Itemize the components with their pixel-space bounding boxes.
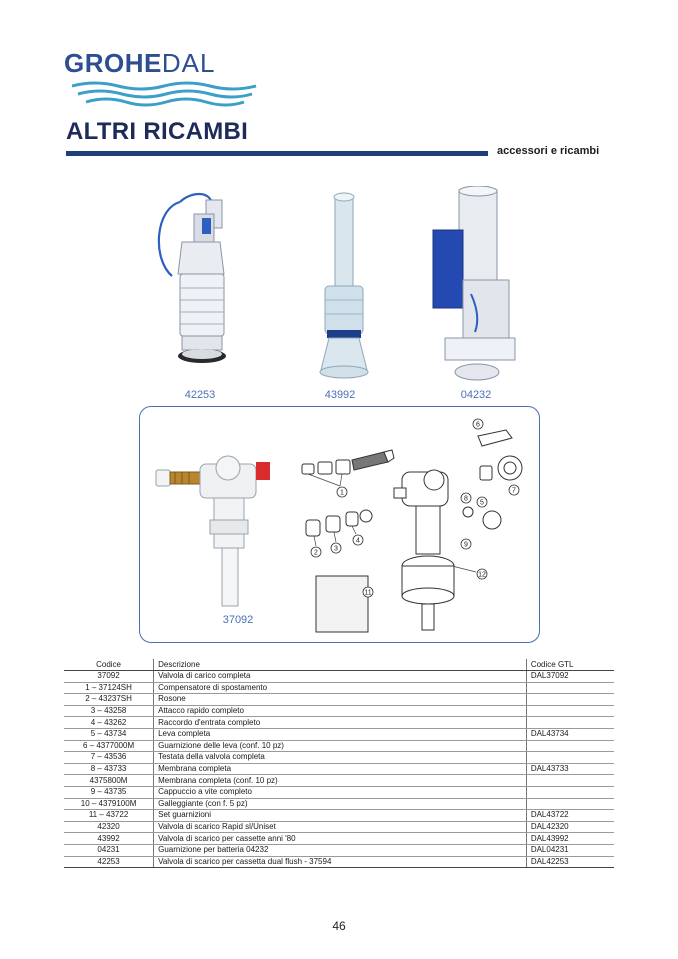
cell-gtl bbox=[526, 682, 614, 694]
table-row bbox=[64, 694, 614, 706]
table-row bbox=[64, 728, 614, 740]
cell-code: 43992 bbox=[64, 833, 154, 845]
cell-description: Set guarnizioni bbox=[154, 810, 527, 822]
table-header-row bbox=[64, 659, 614, 671]
callout-4: 4 bbox=[356, 537, 360, 545]
callout-12: 12 bbox=[478, 571, 486, 579]
cell-code: 9 – 43735 bbox=[64, 786, 154, 798]
cell-description: Testata della valvola completa bbox=[154, 752, 527, 764]
product-image-flush-valve bbox=[305, 190, 385, 390]
cell-code: 1 – 37124SH bbox=[64, 682, 154, 694]
cell-gtl: DAL42253 bbox=[526, 856, 614, 868]
cell-description: Membrana completa bbox=[154, 763, 527, 775]
cell-gtl bbox=[526, 740, 614, 752]
cell-code: 42320 bbox=[64, 821, 154, 833]
cell-gtl bbox=[526, 694, 614, 706]
parts-table bbox=[64, 659, 614, 868]
cell-description: Cappuccio a vite completo bbox=[154, 786, 527, 798]
page-subtitle: accessori e ricambi bbox=[497, 145, 600, 157]
table-row bbox=[64, 844, 614, 856]
cell-gtl: DAL43722 bbox=[526, 810, 614, 822]
header-description: Descrizione bbox=[154, 659, 527, 671]
cell-gtl bbox=[526, 752, 614, 764]
callout-11: 11 bbox=[364, 589, 372, 597]
cell-code: 7 – 43536 bbox=[64, 752, 154, 764]
table-row bbox=[64, 740, 614, 752]
cell-gtl bbox=[526, 705, 614, 717]
cell-code: 3 – 43258 bbox=[64, 705, 154, 717]
cell-description: Leva completa bbox=[154, 728, 527, 740]
product-code-37092: 37092 bbox=[222, 614, 254, 626]
table-row bbox=[64, 682, 614, 694]
cell-code: 37092 bbox=[64, 671, 154, 683]
cell-description: Rosone bbox=[154, 694, 527, 706]
cell-code: 4375800M bbox=[64, 775, 154, 787]
cell-description: Raccordo d'entrata completo bbox=[154, 717, 527, 729]
callout-9: 9 bbox=[464, 541, 468, 549]
brand-logo bbox=[64, 48, 264, 108]
cell-code: 4 – 43262 bbox=[64, 717, 154, 729]
table-row bbox=[64, 763, 614, 775]
callout-1: 1 bbox=[340, 489, 344, 497]
table-row bbox=[64, 752, 614, 764]
cell-gtl: DAL42320 bbox=[526, 821, 614, 833]
cell-description: Valvola di scarico per cassette anni '80 bbox=[154, 833, 527, 845]
callout-3: 3 bbox=[334, 545, 338, 553]
cell-description: Compensatore di spostamento bbox=[154, 682, 527, 694]
table-row bbox=[64, 717, 614, 729]
logo-wordmark: GROHEDAL bbox=[64, 48, 216, 78]
exploded-parts-drawing bbox=[292, 416, 532, 638]
cell-code: 11 – 43722 bbox=[64, 810, 154, 822]
table-row bbox=[64, 798, 614, 810]
product-image-inlet-valve bbox=[150, 448, 275, 608]
cell-gtl bbox=[526, 786, 614, 798]
cell-gtl bbox=[526, 717, 614, 729]
title-underline bbox=[66, 151, 488, 156]
header-gtl-code: Codice GTL bbox=[526, 659, 614, 671]
table-row bbox=[64, 833, 614, 845]
callout-6: 6 bbox=[476, 421, 480, 429]
table-row bbox=[64, 821, 614, 833]
cell-gtl: DAL43734 bbox=[526, 728, 614, 740]
cell-gtl: DAL43733 bbox=[526, 763, 614, 775]
callout-8: 8 bbox=[464, 495, 468, 503]
table-row bbox=[64, 671, 614, 683]
callout-2: 2 bbox=[314, 549, 318, 557]
page-number: 46 bbox=[332, 919, 346, 933]
cell-code: 6 – 4377000M bbox=[64, 740, 154, 752]
callout-5: 5 bbox=[480, 499, 484, 507]
table-row bbox=[64, 775, 614, 787]
cell-gtl: DAL37092 bbox=[526, 671, 614, 683]
header-code: Codice bbox=[64, 659, 154, 671]
table-row bbox=[64, 705, 614, 717]
product-image-dual-flush-valve bbox=[425, 186, 525, 391]
cell-description: Guarnizione delle leva (conf. 10 pz) bbox=[154, 740, 527, 752]
table-row bbox=[64, 786, 614, 798]
cell-description: Valvola di scarico per cassetta dual flush - 37594 bbox=[154, 856, 527, 868]
table-row bbox=[64, 810, 614, 822]
cell-code: 10 – 4379100M bbox=[64, 798, 154, 810]
product-code-04232: 04232 bbox=[460, 389, 492, 401]
product-code-42253: 42253 bbox=[184, 389, 216, 401]
cell-code: 42253 bbox=[64, 856, 154, 868]
cell-description: Valvola di scarico Rapid sl/Uniset bbox=[154, 821, 527, 833]
page-title: ALTRI RICAMBI bbox=[66, 118, 249, 145]
cell-description: Galleggiante (con f. 5 pz) bbox=[154, 798, 527, 810]
cell-description: Membrana completa (conf. 10 pz) bbox=[154, 775, 527, 787]
cell-code: 04231 bbox=[64, 844, 154, 856]
cell-gtl bbox=[526, 775, 614, 787]
product-code-43992: 43992 bbox=[324, 389, 356, 401]
table-row bbox=[64, 856, 614, 868]
cell-code: 8 – 43733 bbox=[64, 763, 154, 775]
cell-gtl: DAL43992 bbox=[526, 833, 614, 845]
cell-gtl bbox=[526, 798, 614, 810]
product-image-fill-valve bbox=[150, 184, 250, 389]
cell-description: Attacco rapido completo bbox=[154, 705, 527, 717]
callout-7: 7 bbox=[512, 487, 516, 495]
cell-code: 2 – 43237SH bbox=[64, 694, 154, 706]
cell-description: Guarnizione per batteria 04232 bbox=[154, 844, 527, 856]
cell-description: Valvola di carico completa bbox=[154, 671, 527, 683]
waves-icon bbox=[72, 78, 257, 108]
cell-code: 5 – 43734 bbox=[64, 728, 154, 740]
cell-gtl: DAL04231 bbox=[526, 844, 614, 856]
